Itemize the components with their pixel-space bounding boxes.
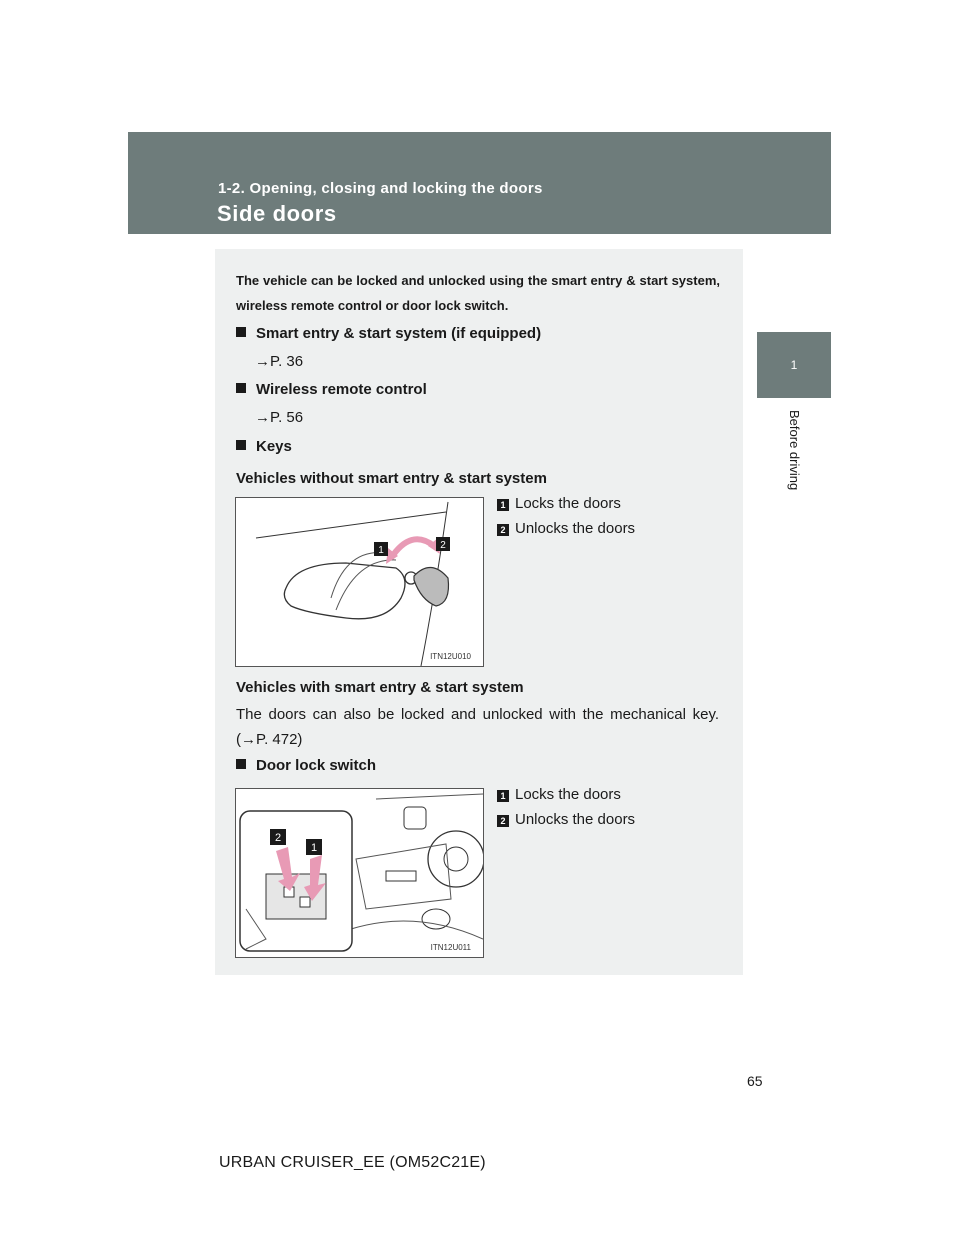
figure-key-door-lock <box>235 497 484 667</box>
key-door-illustration <box>236 498 483 666</box>
bullet-label: Keys <box>256 438 292 455</box>
intro-text: The vehicle can be locked and unlocked using the smart entry & start system, wireless remote control or door lock switch. <box>236 273 720 313</box>
bullet-label: Door lock switch <box>256 757 377 774</box>
bullet-label: Wireless remote control <box>256 381 427 398</box>
bullet-label: Smart entry & start system (if equipped) <box>256 325 542 342</box>
square-bullet-icon <box>236 327 246 337</box>
subhead-without-smart-entry: Vehicles without smart entry & start system <box>236 470 547 487</box>
footer-model: URBAN CRUISER_EE (OM52C21E) <box>219 1154 486 1171</box>
bullet-smart-entry <box>236 325 541 342</box>
page-title: Side doors <box>217 201 337 226</box>
legend-number: 1 <box>497 499 509 511</box>
legend-unlock <box>497 811 635 828</box>
legend-number: 2 <box>497 815 509 827</box>
bullet-wireless-remote <box>236 381 427 398</box>
figure-door-lock-switch <box>235 788 484 958</box>
bullet-keys <box>236 438 292 455</box>
legend-lock <box>497 786 621 803</box>
svg-text:1: 1 <box>378 545 384 556</box>
square-bullet-icon <box>236 383 246 393</box>
chapter-tab[interactable] <box>757 332 831 398</box>
svg-text:2: 2 <box>274 832 282 844</box>
svg-text:1: 1 <box>310 842 318 854</box>
legend-number: 2 <box>497 524 509 536</box>
page-number: 65 <box>747 1073 763 1089</box>
figure-code: ITN12U011 <box>430 943 471 952</box>
chapter-number: 1 <box>790 358 798 372</box>
legend-text: Unlocks the doors <box>515 811 636 828</box>
page-ref-link[interactable]: →P. 56 <box>255 409 304 426</box>
square-bullet-icon <box>236 440 246 450</box>
chapter-label: Before driving <box>787 410 802 491</box>
door-switch-illustration <box>236 789 483 957</box>
mechanical-key-text: The doors can also be locked and unlocked with the mechanical key. (→P. 472) <box>236 706 719 748</box>
legend-lock <box>497 495 621 512</box>
legend-number: 1 <box>497 790 509 802</box>
figure-code: ITN12U010 <box>430 652 471 661</box>
legend-text: Locks the doors <box>515 495 621 512</box>
svg-text:2: 2 <box>440 540 446 551</box>
legend-text: Locks the doors <box>515 786 621 803</box>
square-bullet-icon <box>236 759 246 769</box>
page-ref-link[interactable]: →P. 36 <box>255 353 304 370</box>
subhead-with-smart-entry: Vehicles with smart entry & start system <box>236 679 524 696</box>
legend-text: Unlocks the doors <box>515 520 636 537</box>
legend-unlock <box>497 520 635 537</box>
section-heading: 1-2. Opening, closing and locking the doors <box>218 180 543 197</box>
bullet-door-lock-switch <box>236 757 376 774</box>
